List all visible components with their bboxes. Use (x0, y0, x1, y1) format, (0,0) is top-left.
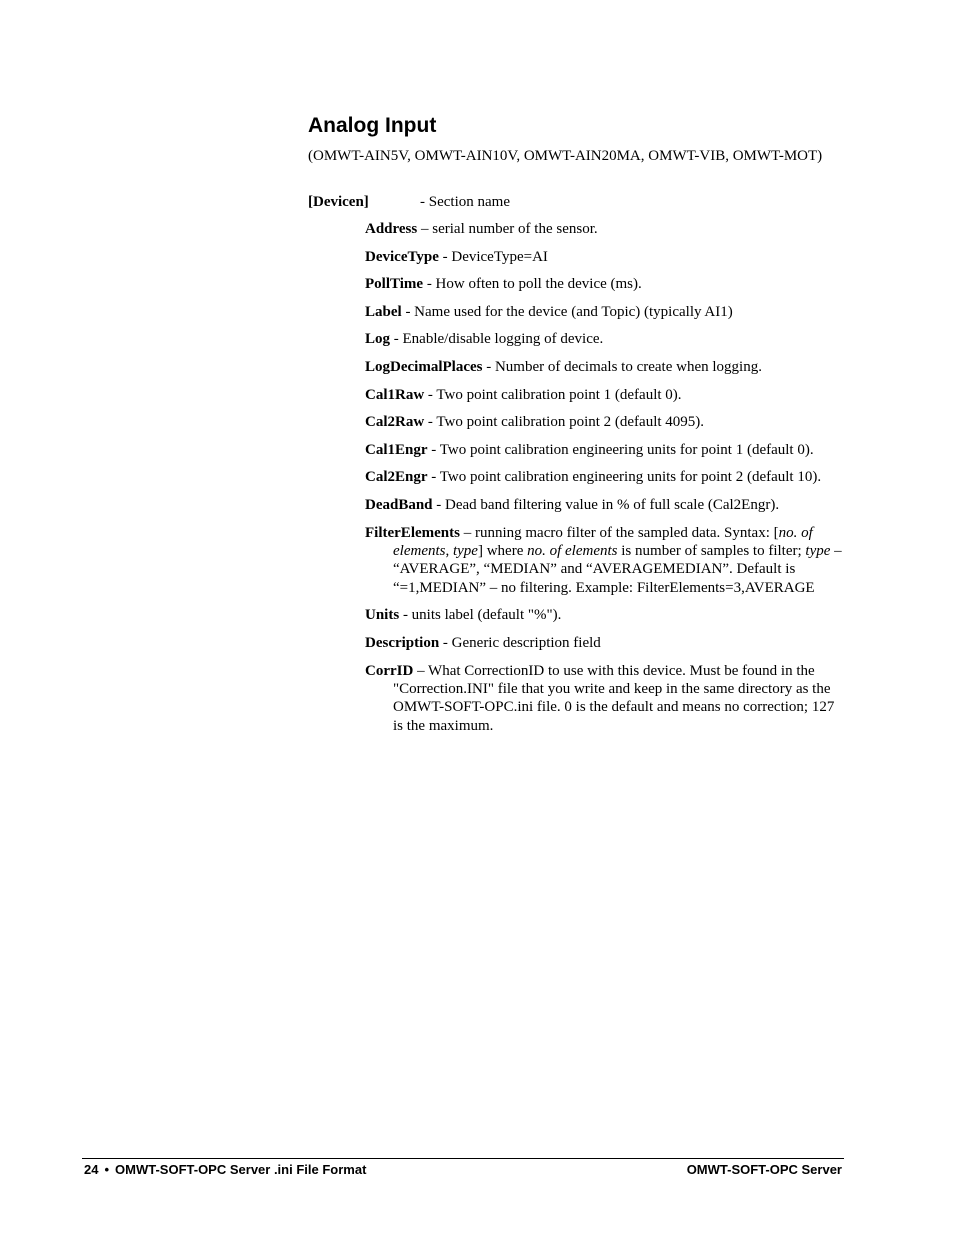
param-key: Cal2Raw (365, 414, 425, 431)
param-key: Label (365, 303, 402, 320)
section-key: [Devicen] (308, 194, 369, 210)
footer-doc-title: OMWT-SOFT-OPC Server (686, 1162, 842, 1177)
param-desc: - Enable/disable logging of device. (390, 331, 604, 348)
param-key: Log (365, 331, 391, 348)
param-arg: type (805, 542, 831, 559)
param-desc: - Dead band filtering value in % of full scale (Cal2Engr). (432, 496, 780, 513)
parameter-list (365, 220, 845, 744)
param-label (365, 303, 845, 321)
section-name-line (308, 193, 838, 211)
param-arg: no. of elements (527, 542, 618, 559)
param-arg: type (452, 542, 478, 559)
param-desc-part: – running macro filter of the sampled data. Syntax: [ (459, 524, 779, 541)
param-desc: - Name used for the device (and Topic) (typically AI1) (401, 303, 733, 320)
param-arg: no. of elements (393, 524, 813, 559)
param-desc: - Number of decimals to create when logging. (482, 358, 762, 375)
param-cal2engr (365, 468, 845, 486)
param-address (365, 220, 845, 238)
param-cal1engr (365, 441, 845, 459)
param-desc: - Two point calibration point 2 (default 4095). (424, 414, 705, 431)
param-units (365, 606, 845, 624)
param-key: Address (365, 221, 418, 237)
param-cal1raw (365, 386, 845, 404)
param-desc: - units label (default "%"). (399, 607, 562, 624)
param-key: Cal2Engr (365, 469, 428, 486)
param-desc: – serial number of the sensor. (417, 221, 598, 237)
param-filterelements (365, 524, 845, 598)
param-key: FilterElements (365, 524, 460, 541)
param-desc-part: , (445, 542, 453, 559)
footer-divider (82, 1158, 844, 1159)
param-key: DeviceType (365, 248, 439, 265)
section-desc: - Section name (420, 194, 510, 210)
param-desc-part: – “AVERAGE”, “MEDIAN” and “AVERAGEMEDIAN”. Default is “=1,MEDIAN” – no filtering. Example: FilterElements=3,AVERAGE (393, 542, 842, 596)
param-desc: - How often to poll the device (ms). (423, 276, 642, 293)
param-key: DeadBand (365, 496, 433, 513)
param-key: Cal1Engr (365, 441, 428, 458)
page-number: 24 (84, 1162, 99, 1177)
param-cal2raw (365, 413, 845, 431)
footer-left (84, 1162, 366, 1178)
param-logdecimalplaces (365, 358, 845, 376)
bullet-icon: • (104, 1162, 110, 1177)
model-list: (OMWT-AIN5V, OMWT-AIN10V, OMWT-AIN20MA, OMWT-VIB, OMWT-MOT) (308, 148, 823, 164)
param-key: PollTime (365, 276, 424, 293)
param-log (365, 330, 845, 348)
param-desc: - Two point calibration engineering units for point 1 (default 0). (427, 441, 814, 458)
param-key: Cal1Raw (365, 386, 425, 403)
param-key: Units (365, 607, 400, 624)
param-desc: - Two point calibration engineering units for point 2 (default 10). (427, 469, 822, 486)
param-key: Description (365, 634, 440, 651)
param-desc-part: is number of samples to filter; (617, 542, 806, 559)
param-key: CorrID (365, 662, 414, 679)
param-desc: - Generic description field (439, 634, 601, 651)
param-corrid (365, 662, 845, 736)
param-desc: - DeviceType=AI (438, 248, 548, 265)
param-key: LogDecimalPlaces (365, 358, 483, 375)
param-devicetype (365, 248, 845, 266)
param-desc: - Two point calibration point 1 (default 0). (424, 386, 682, 403)
footer-chapter-title: OMWT-SOFT-OPC Server .ini File Format (115, 1162, 367, 1177)
section-heading: Analog Input (308, 114, 437, 137)
param-desc: – What CorrectionID to use with this device. Must be found in the "Correction.INI" file that you write and keep in the same directory as the OMWT-SOFT-OPC.ini file. 0 is the default and means no correction; 127 is the maximum. (393, 662, 835, 734)
param-deadband (365, 496, 845, 514)
param-desc-part: ] where (477, 542, 528, 559)
param-description (365, 634, 845, 652)
param-polltime (365, 275, 845, 293)
